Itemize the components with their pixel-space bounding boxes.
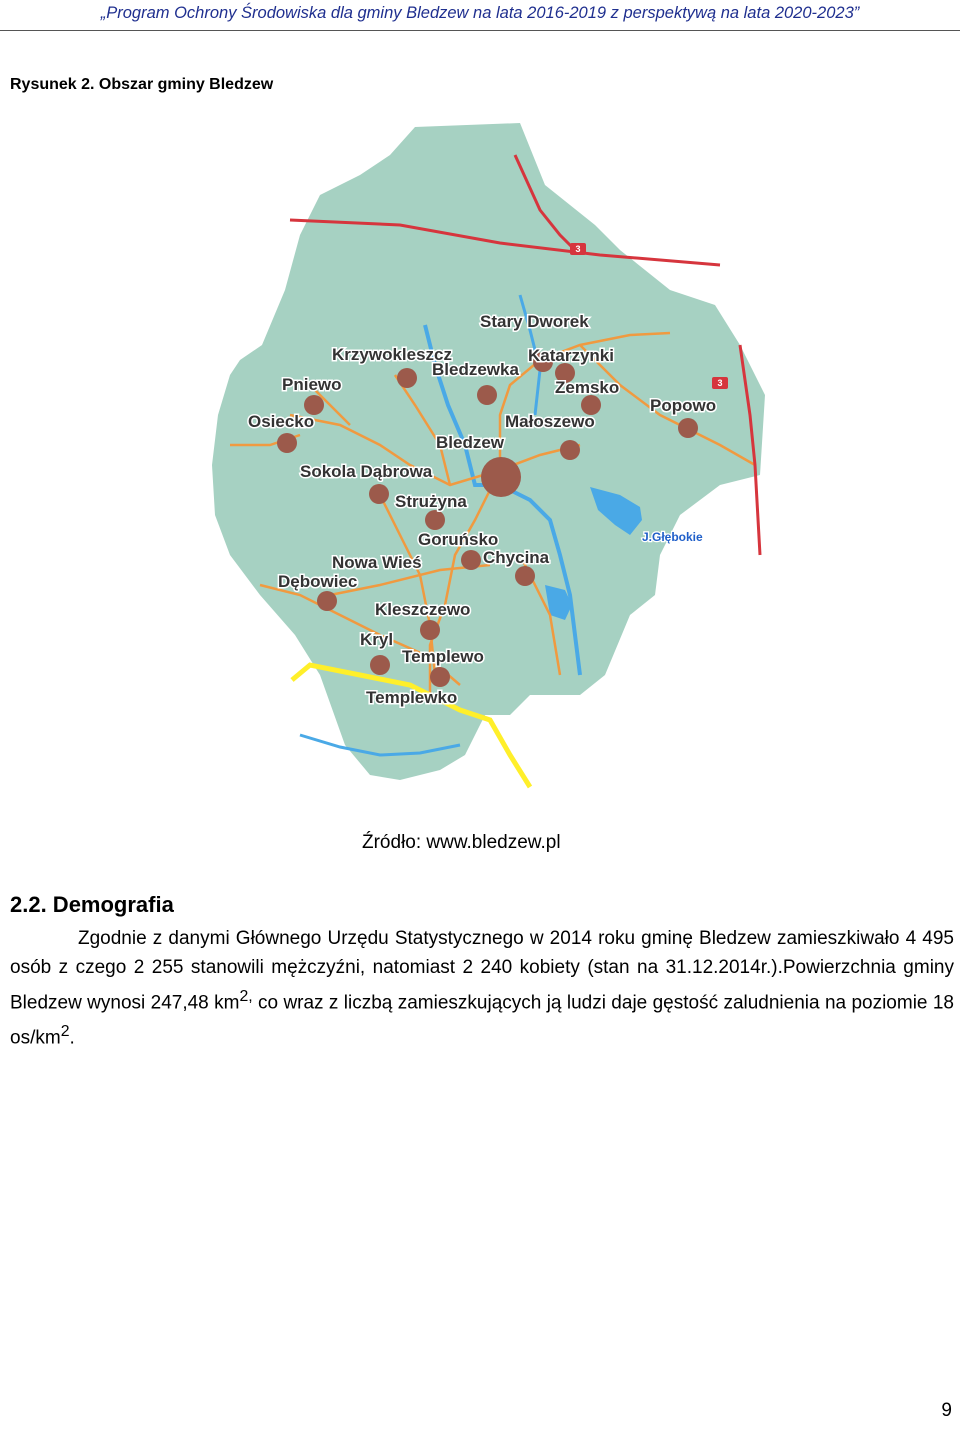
map-svg <box>200 115 800 805</box>
town-label: Stary Dworek <box>480 312 589 331</box>
town-dot <box>461 550 481 570</box>
superscript-2: 2 <box>60 1023 70 1041</box>
town-dot <box>277 433 297 453</box>
town-label: Pniewo <box>282 375 342 394</box>
town-dot <box>370 655 390 675</box>
superscript-1: 2, <box>239 988 253 1005</box>
paragraph-text-3: . <box>69 1027 75 1049</box>
lake-label: J.Głębokie <box>642 530 703 544</box>
town-label: Bledzew <box>436 433 505 452</box>
svg-text:3: 3 <box>717 378 723 388</box>
town-dot <box>420 620 440 640</box>
town-dot <box>481 457 521 497</box>
town-dot <box>515 566 535 586</box>
paragraph-text-2: co wraz z liczbą zamieszkujących ją ludzi daje gęstość zaludnienia na poziomie 18 os/km <box>10 992 954 1049</box>
town-label: Katarzynki <box>528 346 614 365</box>
town-label: Nowa Wieś <box>332 553 422 572</box>
road-shield-north <box>570 243 586 255</box>
header-rule <box>0 30 960 31</box>
town-label: Zemsko <box>555 378 620 397</box>
town-dot <box>678 418 698 438</box>
section-title: 2.2. Demografia <box>10 892 174 917</box>
town-dot <box>317 591 337 611</box>
town-dot <box>560 440 580 460</box>
figure-caption: Rysunek 2. Obszar gminy Bledzew <box>10 76 274 93</box>
town-label: Kleszczewo <box>375 600 471 619</box>
town-label: Sokola Dąbrowa <box>300 462 433 481</box>
town-dot <box>430 667 450 687</box>
figure-source: Źródło: www.bledzew.pl <box>362 832 561 853</box>
municipality-map <box>200 115 800 805</box>
town-dot <box>369 484 389 504</box>
town-dot <box>425 510 445 530</box>
town-label: Strużyna <box>395 492 467 511</box>
town-label: Dębowiec <box>278 572 358 591</box>
town-label: Popowo <box>650 396 717 415</box>
town-label: Goruńsko <box>418 530 499 549</box>
town-label: Kryl <box>360 630 394 649</box>
town-label: Bledzewka <box>432 360 519 379</box>
town-dot <box>397 368 417 388</box>
paragraph-text-1: Zgodnie z danymi Głównego Urzędu Statystycznego w 2014 roku gminę Bledzew zamieszkiwało 4 495 osób z czego 2 255 stanowili mężczyźni, natomiast 2 240 kobiety (stan na 31.12.2014r.).Powierzchnia gminy Bledzew wynosi 247,48 km <box>10 928 954 1014</box>
town-label: Templewko <box>366 688 458 707</box>
town-label: Chycina <box>483 548 550 567</box>
town-label: Małoszewo <box>505 412 595 431</box>
town-label: Templewo <box>402 647 484 666</box>
running-header: „Program Ochrony Środowiska dla gminy Bledzew na lata 2016-2019 z perspektywą na lata 2020-2023” <box>100 4 860 22</box>
svg-text:3: 3 <box>575 244 581 254</box>
road-shield-east <box>712 377 728 389</box>
town-label: Krzywokleszcz <box>332 345 452 364</box>
demography-paragraph <box>10 924 954 1053</box>
page-number: 9 <box>941 1400 952 1421</box>
town-dot <box>477 385 497 405</box>
town-label: Osiecko <box>248 412 315 431</box>
